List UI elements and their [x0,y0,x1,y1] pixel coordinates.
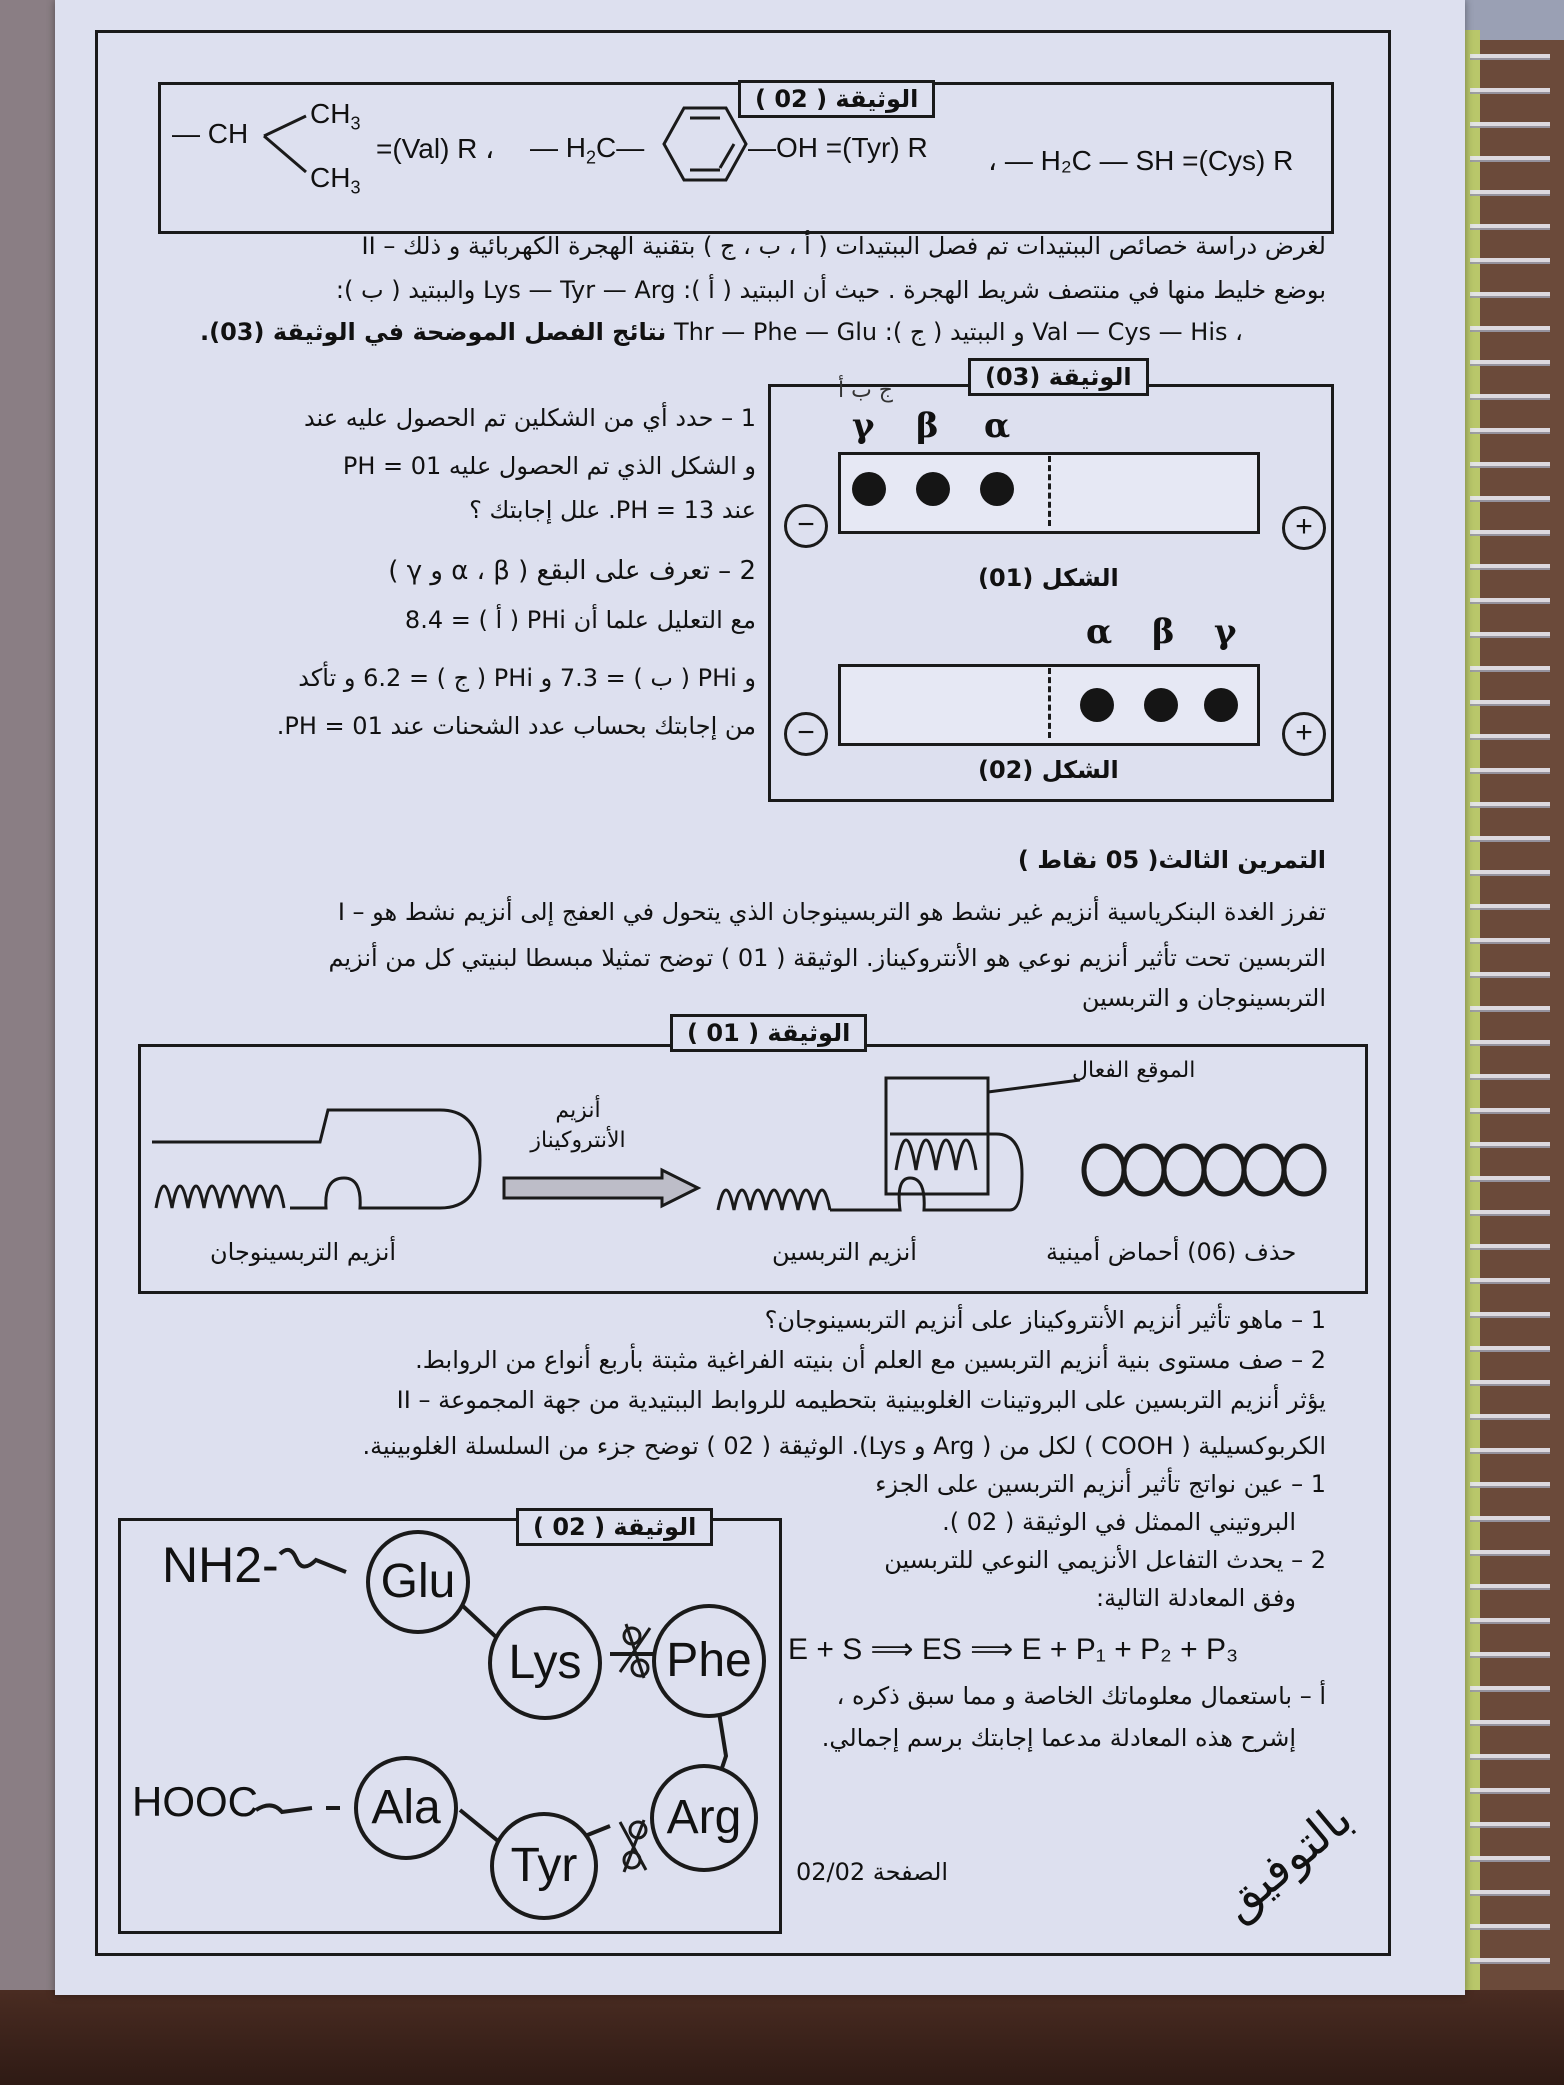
q02-2-line2: وفق المعادلة التالية: [1096,1584,1296,1612]
gel-2-origin [1048,668,1051,738]
aa-tyr: Tyr [490,1812,598,1920]
q03-1-line1: 1 – حدد أي من الشكلين تم الحصول عليه عند [303,404,756,432]
trypsinogen-drawing [150,1090,500,1240]
q02-1-line1: 1 – عين نواتج تأثير أنزيم التربسين على الجزء [875,1470,1326,1498]
exercise3-line3: التربسينوجان و التربسين [1081,984,1326,1012]
q01-1: 1 – ماهو تأثير أنزيم الأنتروكيناز على أنزيم التربسينوجان؟ [764,1306,1326,1334]
fig1-beta: β [916,406,939,446]
deletion-label: حذف (06) أحماض أمينية [1046,1238,1297,1266]
q02-a-line2: إشرح هذه المعادلة مدعما إجابتك برسم إجمالي. [821,1724,1296,1752]
val-ch: — CH [172,118,249,149]
trypsinogen-label: أنزيم التربسينوجان [210,1238,397,1266]
val-ch3-bottom: $CH_3$ [310,162,361,198]
part2b-line1: II – يؤثر أنزيم التربسين على البروتينات الغلوبينية بتحطيمه للروابط الببتيدية من جهة المجموعة [396,1386,1326,1414]
tyr-h2c: — $H_2C—$ [530,132,645,168]
gel-1-origin [1048,456,1051,526]
activation-arrow [502,1168,702,1208]
q02-1-line2: البروتيني الممثل في الوثيقة ( 02 ). [942,1508,1296,1536]
fig2-spot-alpha [1080,688,1114,722]
exercise3-line1: I – تفرز الغدة البنكرياسية أنزيم غير نشط هو التربسينوجان الذي يتحول في العفج إلى أنزيم نشط هو [337,898,1326,926]
tyr-equation: —OH =(Tyr) R [748,132,928,163]
fig2-alpha: α [1086,612,1113,652]
fig1-caption: الشكل (01) [978,564,1119,592]
fig2-caption: الشكل (02) [978,756,1119,784]
aa-glu: Glu [366,1530,470,1634]
val-equation: =(Val) R ، [376,133,495,164]
aa-ala: Ala [354,1756,458,1860]
q03-1-line2: PH = 01 و الشكل الذي تم الحصول عليه [342,452,756,480]
part2-line2: بوضع خليط منها في منتصف شريط الهجرة . حيث أن الببتيد ( أ ): Lys — Tyr — Arg والببتيد ( ب ): [335,276,1326,304]
aa-lys: Lys [488,1606,602,1720]
val-branch-lines [262,112,312,182]
fig1-gamma: γ [852,406,875,446]
fig1-anode: + [1282,506,1326,550]
aa-arg: Arg [650,1764,758,1872]
page-number: الصفحة 02/02 [796,1858,949,1886]
background-table [0,1990,1564,2085]
side-chains-tag: الوثيقة ( 02 ) [738,80,935,118]
enzyme-label-1: أنزيم [555,1098,601,1123]
fig2-spot-beta [1144,688,1178,722]
q02-a-line1: أ – باستعمال معلوماتك الخاصة و مما سبق ذكره ، [836,1682,1326,1710]
fig2-cathode: − [784,712,828,756]
part2-line3: نتائج الفصل الموضحة في الوثيقة (03). Thr — Phe — Glu :( ج ) و الببتيد Val — Cys — His ، [200,318,1243,346]
q03-1-line3: عند PH = 13. علل إجابتك ؟ [469,496,756,524]
globin-chain-tag: الوثيقة ( 02 ) [516,1508,713,1546]
fig2-gamma: γ [1214,612,1237,652]
fig2-spot-gamma [1204,688,1238,722]
trypsin-tag: الوثيقة ( 01 ) [670,1014,867,1052]
aa-phe: Phe [652,1604,766,1718]
handwritten-labels: ج ب أ [838,378,894,403]
trypsin-label: أنزيم التربسين [772,1238,917,1266]
fig2-beta: β [1152,612,1175,652]
amino-terminus: NH2- [162,1537,279,1593]
carboxyl-terminus: HOOC [132,1778,258,1825]
q03-2-line4: من إجابتك بحساب عدد الشحنات عند PH = 01. [276,712,756,740]
fig2-anode: + [1282,712,1326,756]
enzyme-label-2: الأنتروكيناز [530,1128,626,1153]
q03-2-line3: و PHi ( ب ) = 7.3 و PHi ( ج ) = 6.2 و تأكد [298,664,756,692]
spiral-binding [1470,40,1550,1970]
active-site-label: الموقع الفعال [1072,1058,1196,1083]
trypsin-drawing [710,1070,1030,1230]
q03-2-line1: 2 – تعرف على البقع ( α ، β و γ ) [388,556,756,586]
enzyme-equation: E + S ⟹ ES ⟹ E + P₁ + P₂ + P₃ [788,1633,1239,1666]
q03-2-line2: مع التعليل علما أن PHi ( أ ) = 8.4 [404,606,756,634]
q01-2: 2 – صف مستوى بنية أنزيم التربسين مع العلم أن بنيته الفراغية مثبتة بأربع أنواع من الروابط. [415,1346,1326,1374]
val-ch3-top: $CH_3$ [310,98,361,134]
removed-amino-acids [1082,1140,1352,1200]
part2-line1: II – لغرض دراسة خصائص الببتيدات تم فصل الببتيدات ( أ ، ب ، ج ) بتقنية الهجرة الكهربائية و ذلك [361,232,1326,260]
benzene-ring [662,104,748,184]
fig1-spot-beta [916,472,950,506]
part2b-line2: الكربوكسيلية ( COOH ) لكل من ( Arg و Lys). الوثيقة ( 02 ) توضح جزء من السلسلة الغلوبينية. [362,1432,1326,1460]
fig1-spot-gamma [852,472,886,506]
good-luck-signature: بالتوفيق [1210,1791,1363,1931]
fig1-cathode: − [784,504,828,548]
exercise3-line2: التربسين تحت تأثير أنزيم نوعي هو الأنتروكيناز. الوثيقة ( 01 ) توضح تمثيلا مبسطا لبنيتي كل من أنزيم [328,944,1326,972]
electrophoresis-tag: الوثيقة (03) [968,358,1149,396]
cys-equation: ، — H₂C — SH =(Cys) R [988,145,1294,176]
fig1-spot-alpha [980,472,1014,506]
q02-2-line1: 2 – يحدث التفاعل الأنزيمي النوعي للتربسين [884,1546,1326,1574]
fig1-alpha: α [984,406,1011,446]
exercise3-title: التمرين الثالث( 05 نقاط ) [1017,846,1326,874]
